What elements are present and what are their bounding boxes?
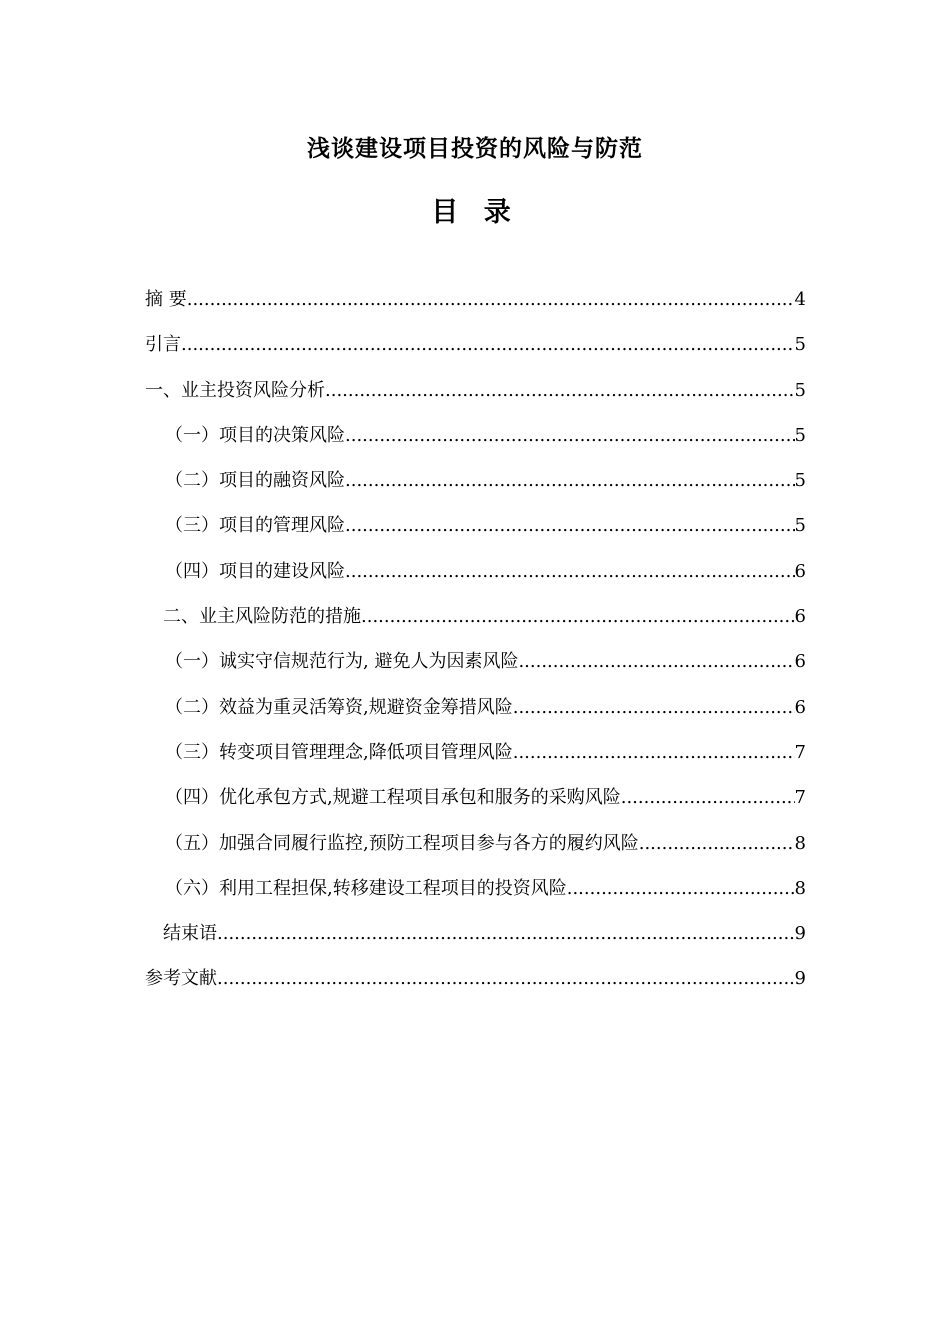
toc-entry-label: 引言 (145, 334, 181, 356)
toc-entry-section-1-3[interactable] (145, 511, 806, 556)
toc-entry-label: （六）利用工程担保,转移建设工程项目的投资风险 (165, 877, 567, 899)
toc-entry-label: （二）效益为重灵活筹资,规避资金筹措风险 (165, 696, 513, 718)
toc-entry-abstract[interactable] (145, 285, 806, 330)
toc-leader-dots (187, 285, 795, 315)
toc-page-number: 6 (794, 651, 806, 673)
toc-page-number: 5 (794, 424, 806, 446)
toc-entry-label: 二、业主风险防范的措施 (163, 606, 361, 628)
toc-entry-label: （四）优化承包方式,规避工程项目承包和服务的采购风险 (165, 787, 621, 809)
toc-entry-introduction[interactable] (145, 330, 806, 375)
toc-page-number: 5 (794, 379, 806, 401)
toc-page-number: 5 (794, 470, 806, 492)
toc-entry-section-1-4[interactable] (145, 557, 806, 602)
toc-entry-label: （二）项目的融资风险 (165, 470, 345, 492)
toc-page-number: 6 (794, 606, 806, 628)
toc-page-number: 9 (794, 923, 806, 945)
toc-page-number: 9 (794, 968, 806, 990)
toc-entry-label: （三）项目的管理风险 (165, 515, 345, 537)
toc-leader-dots (639, 829, 795, 859)
toc-page-number: 8 (794, 877, 806, 899)
toc-entry-label: 摘 要 (145, 289, 187, 310)
toc-entry-section-2-1[interactable] (145, 647, 806, 692)
toc-page-number: 6 (794, 560, 806, 582)
toc-entry-section-1[interactable] (145, 376, 806, 421)
toc-entry-section-2[interactable] (145, 602, 806, 647)
toc-leader-dots (325, 376, 795, 406)
toc-leader-dots (345, 421, 795, 451)
toc-leader-dots (518, 647, 794, 677)
toc-entry-section-2-6[interactable] (145, 874, 806, 919)
toc-entry-section-2-4[interactable] (145, 783, 806, 828)
toc-leader-dots (567, 874, 795, 904)
toc-entry-label: （三）转变项目管理理念,降低项目管理风险 (165, 741, 513, 763)
toc-entry-label: （一）项目的决策风险 (165, 424, 345, 446)
toc-entry-section-1-1[interactable] (145, 421, 806, 466)
table-of-contents (145, 285, 806, 1010)
toc-entry-label: 参考文献 (145, 968, 217, 990)
toc-entry-label: 一、业主投资风险分析 (145, 379, 325, 401)
toc-page-number: 5 (794, 334, 806, 356)
toc-entry-references[interactable] (145, 964, 806, 1009)
document-title: 浅谈建设项目投资的风险与防范 (307, 135, 643, 162)
toc-entry-conclusion[interactable] (145, 919, 806, 964)
toc-entry-label: （一）诚实守信规范行为, 避免人为因素风险 (165, 651, 519, 673)
toc-entry-section-2-3[interactable] (145, 738, 806, 783)
toc-leader-dots (345, 557, 795, 587)
toc-leader-dots (217, 919, 795, 949)
toc-page-number: 4 (794, 289, 806, 310)
toc-heading: 目 录 (431, 197, 519, 228)
toc-leader-dots (621, 783, 795, 813)
toc-page-number: 7 (794, 787, 806, 809)
toc-entry-label: 结束语 (163, 923, 217, 945)
toc-entry-section-2-5[interactable] (145, 829, 806, 874)
toc-entry-section-1-2[interactable] (145, 466, 806, 511)
toc-leader-dots (513, 738, 795, 768)
toc-page-number: 6 (794, 696, 806, 718)
toc-leader-dots (181, 330, 795, 360)
toc-page-number: 7 (794, 741, 806, 763)
toc-leader-dots (361, 602, 795, 632)
toc-page-number: 8 (794, 832, 806, 854)
toc-leader-dots (345, 466, 795, 496)
toc-leader-dots (513, 693, 795, 723)
toc-entry-label: （四）项目的建设风险 (165, 560, 345, 582)
toc-leader-dots (217, 964, 795, 994)
toc-entry-label: （五）加强合同履行监控,预防工程项目参与各方的履约风险 (165, 832, 639, 854)
toc-entry-section-2-2[interactable] (145, 693, 806, 738)
toc-page-number: 5 (794, 515, 806, 537)
toc-leader-dots (345, 511, 795, 541)
